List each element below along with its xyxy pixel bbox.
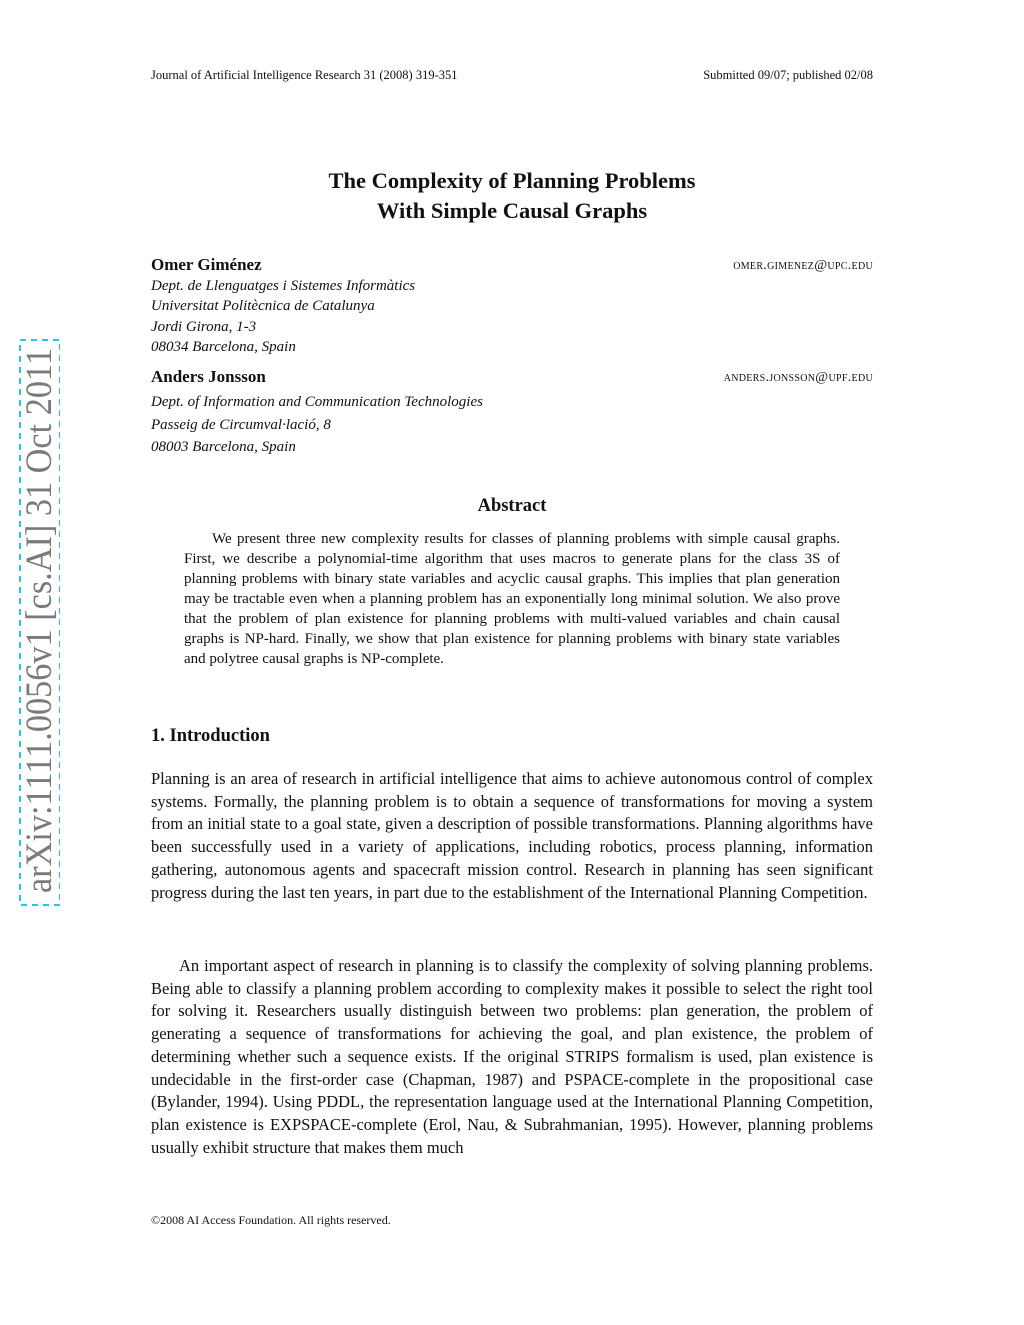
author-affiliation [151, 276, 415, 357]
author-email[interactable]: omer.gimenez@upc.edu [733, 258, 873, 273]
submission-dates: Submitted 09/07; published 02/08 [703, 68, 873, 82]
intro-paragraph: An important aspect of research in planning is to classify the complexity of solving planning problems. Being able to classify a planning problem according to complexity makes it possible to select the right tool for solving it. Researchers usually distinguish between two problems: plan generation, the problem of generating a sequence of transformations for achieving the goal, and plan existence, the problem of determining whether such a sequence exists. If the original STRIPS formalism is used, plan existence is undecidable in the first-order case (Chapman, 1987) and PSPACE-complete in the propositional case (Bylander, 1994). Using PDDL, the representation language used at the International Planning Competition, plan existence is EXPSPACE-complete (Erol, Nau, & Subrahmanian, 1995). However, planning problems usually exhibit structure that makes them much [151, 956, 873, 1157]
author-name: Anders Jonsson [151, 367, 266, 386]
abstract-heading: Abstract [477, 496, 547, 516]
affiliation-line: Dept. of Information and Communication Technologies [151, 394, 483, 410]
title-line-2: With Simple Causal Graphs [376, 198, 648, 223]
affiliation-line: Universitat Politècnica de Catalunya [151, 298, 375, 315]
author-affiliation [151, 391, 483, 459]
affiliation-line: 08003 Barcelona, Spain [151, 439, 296, 455]
arxiv-stamp-text: arXiv:1111.0056v1 [cs.AI] 31 Oct 2011 [18, 312, 59, 893]
affiliation-line: Dept. de Llenguatges i Sistemes Informàtics [151, 278, 416, 294]
affiliation-line: Jordi Girona, 1-3 [151, 318, 257, 335]
author-email[interactable]: anders.jonsson@upf.edu [723, 370, 873, 385]
author-name: Omer Giménez [151, 255, 262, 274]
journal-header: Journal of Artificial Intelligence Research 31 (2008) 319-351 [151, 68, 458, 82]
affiliation-line: 08034 Barcelona, Spain [151, 338, 296, 355]
intro-paragraph: Planning is an area of research in artificial intelligence that aims to achieve autonomous control of complex systems. Formally, the planning problem is to obtain a sequence of transformations for moving a system from an initial state to a goal state, given a description of possible transformations. Planning algorithms have been successfully used in a variety of applications, including robotics, process planning, information gathering, autonomous agents and spacecraft mission control. Research in planning has seen significant progress during the last ten years, in part due to the establishment of the International Planning Competition. [151, 769, 873, 902]
section-heading: 1. Introduction [151, 726, 270, 746]
affiliation-line: Passeig de Circumval·lació, 8 [151, 416, 331, 433]
abstract-text: We present three new complexity results for classes of planning problems with simple causal graphs. First, we describe a polynomial-time algorithm that uses macros to generate plans for the class 3S of planning problems with binary state variables and acyclic causal graphs. This implies that plan generation may be tractable even when a planning problem has an exponentially long minimal solution. We also prove that the problem of plan existence for planning problems with multi-valued variables and chain causal graphs is NP-hard. Finally, we show that plan existence for planning problems with binary state variables and polytree causal graphs is NP-complete. [184, 531, 840, 667]
paper-title [0, 166, 1024, 226]
copyright-footer: ©2008 AI Access Foundation. All rights reserved. [151, 1213, 391, 1227]
title-line-1: The Complexity of Planning Problems [328, 168, 696, 193]
